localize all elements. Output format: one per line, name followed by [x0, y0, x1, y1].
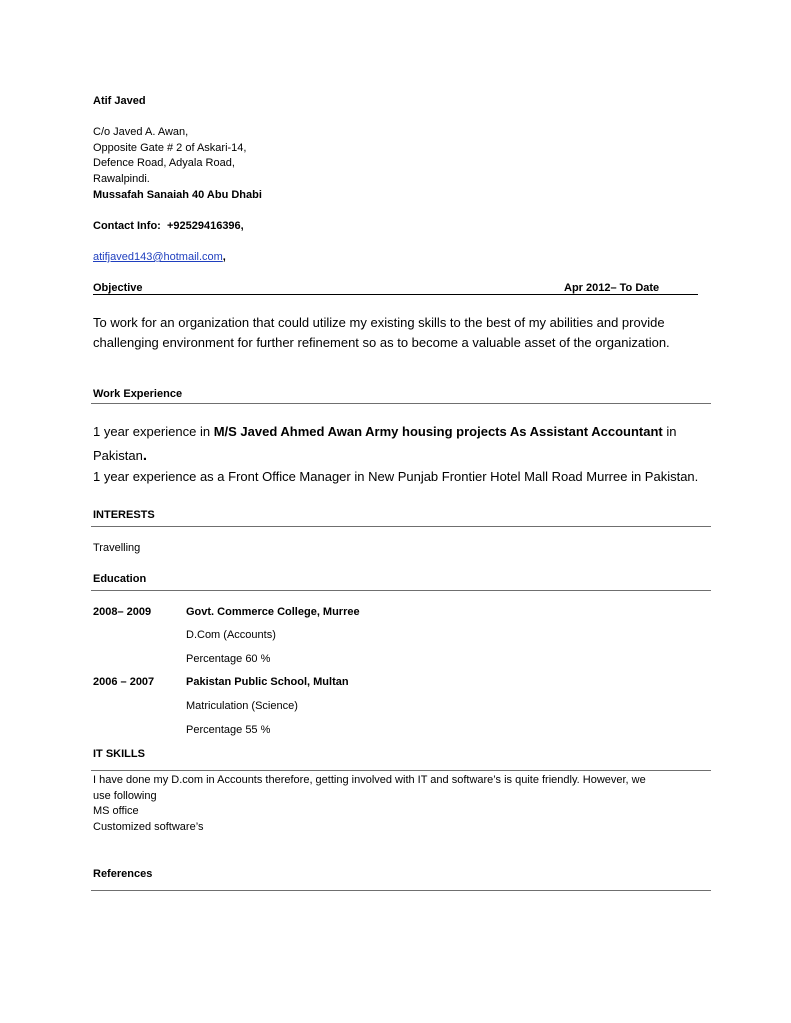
work-item-1-company: M/S Javed Ahmed Awan Army housing projects As Assistant Accountant — [213, 424, 663, 439]
current-location: Mussafah Sanaiah 40 Abu Dhabi — [93, 189, 262, 201]
education-2-years: 2006 – 2007 — [93, 676, 155, 688]
address-line-1: C/o Javed A. Awan, — [93, 126, 189, 138]
work-item-1-country: Pakistan — [93, 448, 143, 463]
work-item-1-line-2 — [93, 447, 147, 464]
work-item-1-prefix: 1 year experience in — [93, 424, 214, 439]
candidate-name: Atif Javed — [93, 95, 146, 107]
interests-value: Travelling — [93, 542, 141, 554]
education-2-percentage: Percentage 55 % — [186, 724, 271, 736]
it-skills-heading: IT SKILLS — [93, 748, 145, 760]
work-experience-heading: Work Experience — [93, 388, 183, 400]
education-2-degree: Matriculation (Science) — [186, 700, 298, 712]
contact-info — [93, 220, 244, 232]
references-rule — [91, 890, 711, 891]
work-item-1-period: . — [142, 447, 148, 464]
it-skills-line-1: I have done my D.com in Accounts therefore, getting involved with IT and software’s is quite friendly. However, we — [93, 774, 646, 786]
email-line — [93, 251, 226, 263]
contact-label: Contact Info: — [93, 220, 161, 232]
work-item-1 — [93, 424, 677, 439]
education-rule — [91, 590, 711, 591]
work-experience-rule — [91, 403, 711, 404]
references-heading: References — [93, 868, 153, 880]
work-item-1-suffix: in — [662, 424, 677, 439]
email-link[interactable]: atifjaved143@hotmail.com — [93, 251, 223, 263]
interests-heading: INTERESTS — [93, 509, 155, 521]
objective-rule — [93, 294, 698, 295]
interests-rule — [91, 526, 711, 527]
it-skills-rule — [91, 770, 711, 771]
education-1-percentage: Percentage 60 % — [186, 653, 271, 665]
objective-line-2: challenging environment for further refinement so as to become a valuable asset of the organization. — [93, 335, 670, 350]
phone-number: +92529416396, — [166, 220, 244, 232]
education-1-years: 2008– 2009 — [93, 606, 152, 618]
education-1-school: Govt. Commerce College, Murree — [186, 606, 360, 618]
objective-heading: Objective — [93, 282, 143, 294]
it-skills-line-4: Customized software’s — [93, 821, 204, 833]
education-2-school: Pakistan Public School, Multan — [186, 676, 349, 688]
email-suffix: , — [222, 251, 226, 263]
address-line-4: Rawalpindi. — [93, 173, 150, 185]
objective-date-range: Apr 2012– To Date — [564, 282, 660, 294]
work-item-2: 1 year experience as a Front Office Manager in New Punjab Frontier Hotel Mall Road Murree in Pakistan. — [93, 469, 699, 484]
address-line-3: Defence Road, Adyala Road, — [93, 157, 235, 169]
objective-line-1: To work for an organization that could utilize my existing skills to the best of my abilities and provide — [93, 315, 665, 330]
it-skills-line-2: use following — [93, 790, 157, 802]
it-skills-line-3: MS office — [93, 805, 139, 817]
education-heading: Education — [93, 573, 147, 585]
address-line-2: Opposite Gate # 2 of Askari-14, — [93, 142, 247, 154]
education-1-degree: D.Com (Accounts) — [186, 629, 276, 641]
